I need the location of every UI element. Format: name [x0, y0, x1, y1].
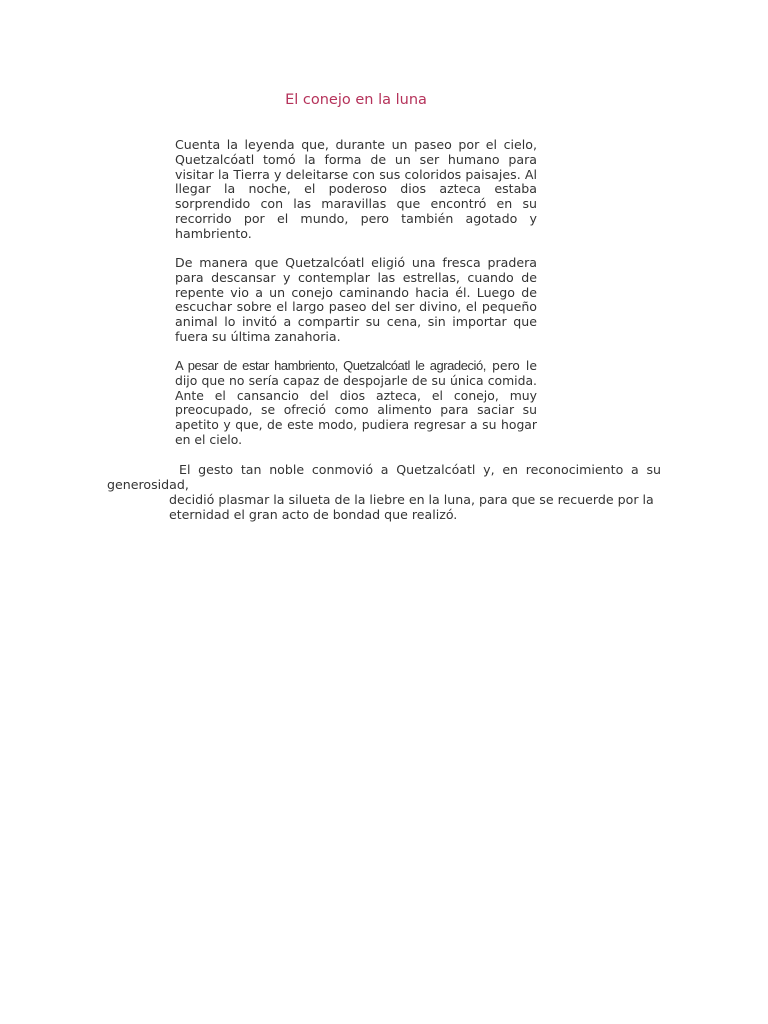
- paragraph-3: [175, 359, 537, 448]
- document-title: El conejo en la luna: [285, 92, 427, 108]
- paragraph-2: De manera que Quetzalcóatl eligió una fresca pradera para descansar y contemplar las estrellas, cuando de repente vio a un conejo caminando hacia él. Luego de escuchar sobre el largo paseo del ser divino, el pequeño animal lo invitó a compartir su cena, sin importar que fuera su última zanahoria.: [175, 255, 537, 344]
- paragraph-3-rest: pero le dijo que no sería capaz de despojarle de su única comida. Ante el cansancio del dios azteca, el conejo, muy preocupado, se ofreció como alimento para saciar su apetito y que, de este modo, pudiera regresar a su hogar en el cielo.: [175, 358, 537, 447]
- paragraph-1: Cuenta la leyenda que, durante un paseo por el cielo, Quetzalcóatl tomó la forma de un ser humano para visitar la Tierra y deleitarse con sus coloridos paisajes. Al llegar la noche, el poderoso dios azteca estaba sorprendido con las maravillas que encontró en su recorrido por el mundo, pero también agotado y hambriento.: [175, 137, 537, 241]
- paragraph-4-part-2: decidió plasmar la silueta de la liebre en la luna, para que se recuerde por la eternidad el gran acto de bondad que realizó.: [169, 492, 654, 522]
- paragraph-4-part-1: El gesto tan noble conmovió a Quetzalcóatl y, en reconocimiento a su generosidad,: [107, 462, 661, 492]
- paragraph-3-start: A pesar de estar hambriento, Quetzalcóatl le agradeció,: [175, 358, 486, 373]
